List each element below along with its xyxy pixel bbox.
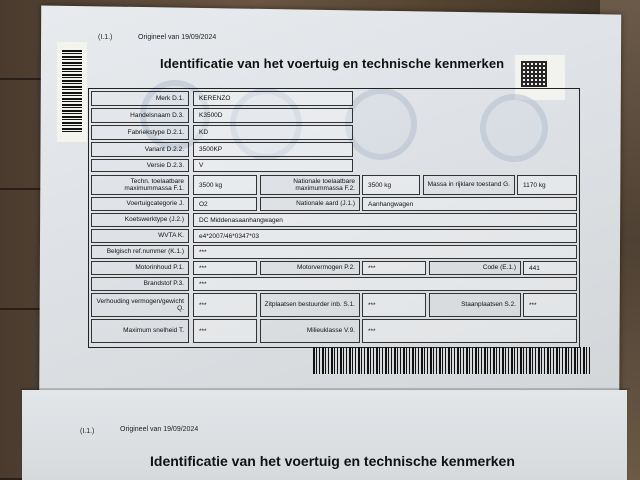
label-wvta: WVTA K.: [91, 229, 189, 243]
origin-date-bottom: Origineel van 19/09/2024: [120, 426, 199, 433]
label-versie: Versie D.2.3.: [91, 159, 189, 172]
label-max-snelheid: Maximum snelheid T.: [91, 319, 189, 343]
label-categorie: Voertuigcategorie J.: [91, 197, 189, 211]
origin-date-top: Origineel van 19/09/2024: [138, 34, 217, 41]
vertical-barcode: [57, 42, 87, 142]
side-code: 24027720000000000025 CA: [33, 313, 39, 390]
label-koetswerktype: Koetswerktype (J.2.): [91, 213, 189, 227]
label-verhouding: Verhouding vermogen/gewicht Q.: [91, 293, 189, 317]
value-koetswerktype: DC Middenasaanhangwagen: [193, 213, 577, 227]
value-versie: V: [193, 159, 353, 172]
value-categorie: O2: [193, 197, 257, 211]
label-motorvermogen: Motorvermogen P.2.: [260, 261, 360, 275]
value-milieuklasse: ***: [362, 319, 577, 343]
label-nat-massa: Nationale toelaatbare maximummassa F.2.: [260, 175, 360, 195]
value-fabriekstype: KD: [193, 125, 353, 140]
value-handelsnaam: K3500D: [193, 108, 353, 123]
value-max-snelheid: ***: [193, 319, 257, 343]
document-title-bottom: Identificatie van het voertuig en technische kenmerken: [150, 453, 515, 469]
value-motorinhoud: ***: [193, 261, 257, 275]
label-handelsnaam: Handelsnaam D.3.: [91, 108, 189, 123]
label-techn-massa: Techn. toelaatbare maximummassa F.1.: [91, 175, 189, 195]
document-title: Identificatie van het voertuig en technische kenmerken: [160, 56, 505, 71]
label-zitplaatsen: Zitplaatsen bestuurder inb. S.1.: [260, 293, 360, 317]
label-belgisch-ref: Belgisch ref.nummer (K.1.): [91, 245, 189, 259]
label-fabriekstype: Fabriekstype D.2.1.: [91, 125, 189, 140]
value-motorvermogen: ***: [362, 261, 426, 275]
horizontal-barcode: [313, 347, 591, 374]
label-nationale-aard: Nationale aard (J.1.): [260, 197, 360, 211]
value-merk: KERENZO: [193, 91, 353, 106]
value-brandstof: ***: [193, 277, 577, 291]
value-belgisch-ref: ***: [193, 245, 577, 259]
label-merk: Merk D.1.: [91, 91, 189, 106]
value-nationale-aard: Aanhangwagen: [362, 197, 577, 211]
value-verhouding: ***: [193, 293, 257, 317]
value-nat-massa: 3500 kg: [362, 175, 420, 195]
label-motorinhoud: Motorinhoud P.1.: [91, 261, 189, 275]
label-milieuklasse: Milieuklasse V.9.: [260, 319, 360, 343]
value-staanplaatsen: ***: [523, 293, 577, 317]
label-massa-rijklaar: Massa in rijklare toestand G.: [423, 175, 515, 195]
value-variant: 3500KP: [193, 142, 353, 157]
label-staanplaatsen: Staanplaatsen S.2.: [429, 293, 521, 317]
value-wvta: e4*2007/46*0347*03: [193, 229, 577, 243]
value-zitplaatsen: ***: [362, 293, 426, 317]
label-code: Code (E.1.): [429, 261, 521, 275]
ref-bottom: (I.1.): [80, 428, 95, 435]
label-brandstof: Brandstof P.3.: [91, 277, 189, 291]
vehicle-data-form: [88, 88, 580, 348]
label-variant: Variant D.2.2.: [91, 142, 189, 157]
ref-top: (I.1.): [98, 34, 113, 41]
value-techn-massa: 3500 kg: [193, 175, 257, 195]
value-massa-rijklaar: 1170 kg: [517, 175, 577, 195]
value-code: 441: [523, 261, 577, 275]
